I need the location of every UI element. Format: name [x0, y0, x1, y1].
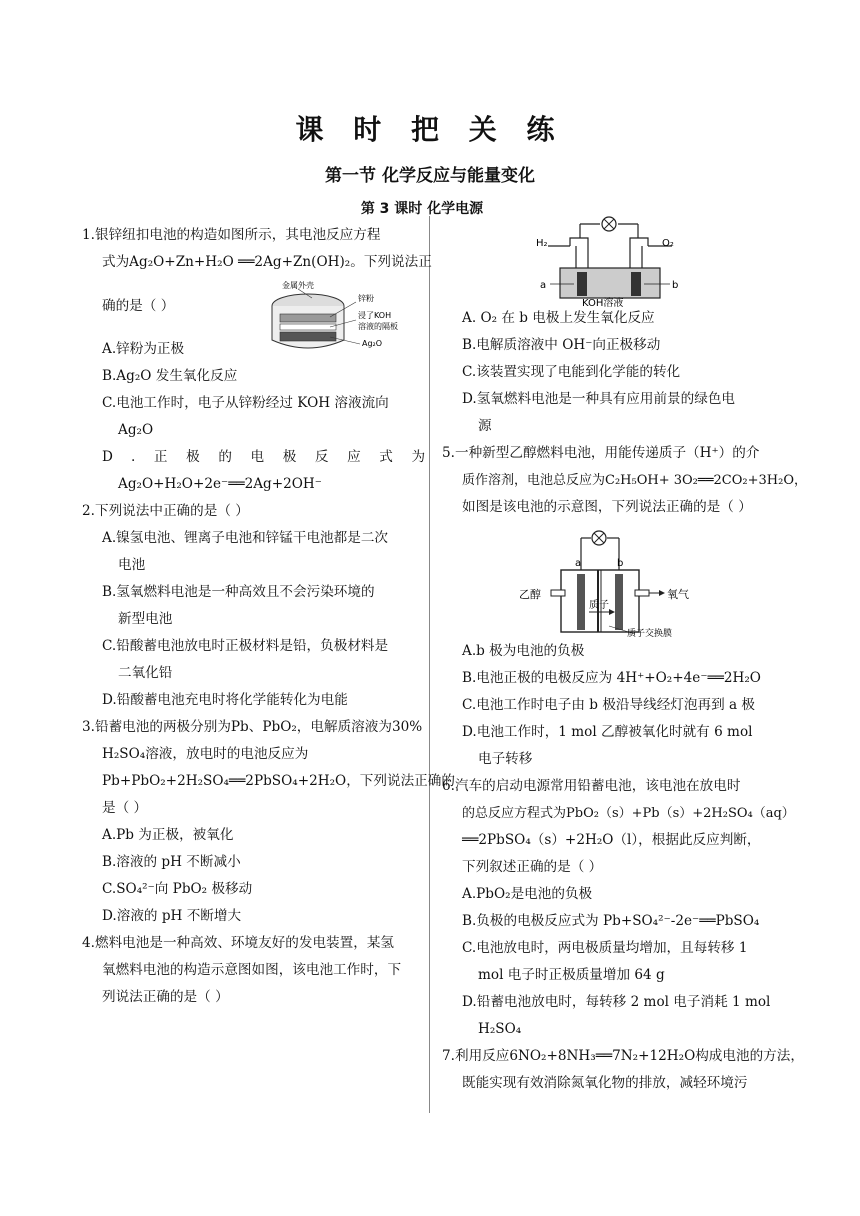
question-1-option-d-cont: Ag₂O+H₂O+2e⁻══2Ag+2OH⁻	[118, 476, 322, 492]
question-2-option-c: C.铅酸蓄电池放电时正极材料是铅，负极材料是	[102, 638, 389, 654]
question-1-option-c: C.电池工作时，电子从锌粉经过 KOH 溶液流向	[102, 395, 389, 411]
label-h2: H₂	[536, 238, 548, 249]
question-1-stem-line-3: 确的是（ ）	[102, 298, 175, 314]
right-column-top	[442, 305, 807, 521]
right-column-bottom	[442, 638, 804, 1097]
label-proton: 质子	[589, 600, 609, 611]
question-6-option-d: D.铅蓄电池放电时，每转移 2 mol 电子消耗 1 mol	[462, 994, 771, 1010]
question-6-option-a: A.PbO₂是电池的负极	[462, 886, 593, 902]
hydrogen-fuel-cell-figure	[530, 216, 690, 312]
question-3-stem-line-2: H₂SO₄溶液，放电时的电池反应为	[102, 746, 309, 762]
question-1-option-b: B.Ag₂O 发生氧化反应	[102, 368, 238, 384]
question-3-stem-line-1: 3.铅蓄电池的两极分别为Pb、PbO₂，电解质溶液为30%	[82, 719, 423, 735]
question-5-stem-line-2: 质作溶剂，电池总反应为C₂H₅OH+ 3O₂══2CO₂+3H₂O，	[462, 473, 807, 488]
question-5-option-d: D.电池工作时，1 mol 乙醇被氧化时就有 6 mol	[462, 724, 753, 740]
question-3-option-c: C.SO₄²⁻向 PbO₂ 极移动	[102, 881, 253, 897]
label-metal-shell: 金属外壳	[282, 281, 314, 290]
question-5-stem-line-3: 如图是该电池的示意图，下列说法正确的是（ ）	[462, 499, 752, 515]
question-6-option-c: C.电池放电时，两电极质量均增加，且每转移 1	[462, 940, 748, 956]
label-electrode-b: b	[672, 280, 679, 291]
question-1-option-d-text: D.正极的电极反应式为	[102, 449, 444, 465]
question-6-option-d-cont: H₂SO₄	[478, 1021, 522, 1037]
label-electrode-a: a	[540, 280, 547, 291]
question-5-option-c: C.电池工作时电子由 b 极沿导线经灯泡再到 a 极	[462, 697, 756, 713]
question-4-option-c: C.该装置实现了电能到化学能的转化	[462, 364, 681, 380]
label-electrode-b: b	[617, 558, 624, 569]
label-o2: O₂	[662, 238, 674, 249]
label-koh-separator-1: 浸了KOH	[358, 311, 392, 320]
question-3-option-a: A.Pb 为正极，被氧化	[102, 827, 234, 843]
question-6-stem-line-1: 6.汽车的启动电源常用铅蓄电池，该电池在放电时	[442, 778, 741, 794]
question-1-option-a: A.锌粉为正极	[102, 341, 185, 357]
question-6-option-c-cont: mol 电子时正极质量增加 64 g	[478, 967, 665, 983]
question-5-stem-line-1: 5.一种新型乙醇燃料电池，用能传递质子（H⁺）的介	[442, 445, 760, 461]
question-1-stem-line-2: 式为Ag₂O+Zn+H₂O ══2Ag+Zn(OH)₂。下列说法正	[102, 254, 432, 270]
question-6-stem-line-4: 下列叙述正确的是（ ）	[462, 859, 603, 875]
question-6-stem-line-2: 的总反应方程式为PbO₂（s）+Pb（s）+2H₂SO₄（aq）	[462, 806, 795, 821]
lesson-title: 第 3 课时 化学电源	[360, 201, 484, 217]
question-4-option-d-cont: 源	[478, 418, 492, 434]
question-5-option-b: B.电池正极的电极反应为 4H⁺+O₂+4e⁻══2H₂O	[462, 670, 761, 686]
question-2-option-b-cont: 新型电池	[118, 611, 173, 627]
section-title: 第一节 化学反应与能量变化	[325, 166, 535, 186]
question-7-stem-line-2: 既能实现有效消除氮氧化物的排放，减轻环境污	[462, 1075, 748, 1091]
question-5-option-a: A.b 极为电池的负极	[462, 643, 585, 659]
question-4-stem-line-2: 氧燃料电池的构造示意图如图，该电池工作时，下	[102, 962, 402, 978]
page-title: 课 时 把 关 练	[295, 113, 565, 146]
ethanol-fuel-cell-figure	[515, 526, 705, 642]
question-4-option-b: B.电解质溶液中 OH⁻向正极移动	[462, 337, 661, 353]
question-3-option-d: D.溶液的 pH 不断增大	[102, 908, 242, 924]
question-4-option-d: D.氢氧燃料电池是一种具有应用前景的绿色电	[462, 391, 736, 407]
label-koh-separator-2: 溶液的隔板	[358, 322, 398, 331]
label-silver-oxide: Ag₂O	[362, 339, 383, 348]
question-1-option-d	[82, 444, 444, 471]
question-4-stem-line-3: 列说法正确的是（ ）	[102, 989, 229, 1005]
label-ethanol: 乙醇	[519, 588, 541, 601]
label-electrode-a: a	[575, 558, 582, 569]
question-1-option-c-cont: Ag₂O	[118, 422, 154, 438]
question-2-stem: 2.下列说法中正确的是（ ）	[82, 503, 249, 519]
question-4-stem-line-1: 4.燃料电池是一种高效、环境友好的发电装置，某氢	[82, 935, 395, 951]
question-2-option-a-cont: 电池	[118, 557, 146, 573]
question-3-option-b: B.溶液的 pH 不断减小	[102, 854, 241, 870]
button-cell-figure	[268, 280, 418, 362]
label-zinc-powder: 锌粉	[358, 294, 374, 303]
label-proton-exchange-membrane: 质子交换膜	[627, 629, 673, 638]
question-3-stem-line-3: Pb+PbO₂+2H₂SO₄══2PbSO₄+2H₂O，下列说法正确的	[102, 773, 455, 789]
question-2-option-a: A.镍氢电池、锂离子电池和锌锰干电池都是二次	[102, 530, 389, 546]
question-6-option-b: B.负极的电极反应式为 Pb+SO₄²⁻-2e⁻══PbSO₄	[462, 913, 760, 929]
question-4-option-a: A. O₂ 在 b 电极上发生氧化反应	[462, 310, 655, 326]
question-5-option-d-cont: 电子转移	[478, 751, 533, 767]
label-oxygen: 氧气	[667, 588, 689, 601]
column-divider	[429, 216, 430, 1113]
question-2-option-c-cont: 二氧化铅	[118, 665, 173, 681]
label-koh-solution: KOH溶液	[582, 298, 624, 308]
question-6-stem-line-3: ══2PbSO₄（s）+2H₂O（l），根据此反应判断，	[462, 832, 761, 848]
question-7-stem-line-1: 7.利用反应6NO₂+8NH₃══7N₂+12H₂O构成电池的方法，	[442, 1048, 804, 1064]
question-2-option-d: D.铅酸蓄电池充电时将化学能转化为电能	[102, 692, 348, 708]
question-1-stem-line-1: 1.银锌纽扣电池的构造如图所示，其电池反应方程	[82, 227, 381, 243]
question-2-option-b: B.氢氧燃料电池是一种高效且不会污染环境的	[102, 584, 375, 600]
question-3-stem-line-4: 是（ ）	[102, 800, 148, 816]
